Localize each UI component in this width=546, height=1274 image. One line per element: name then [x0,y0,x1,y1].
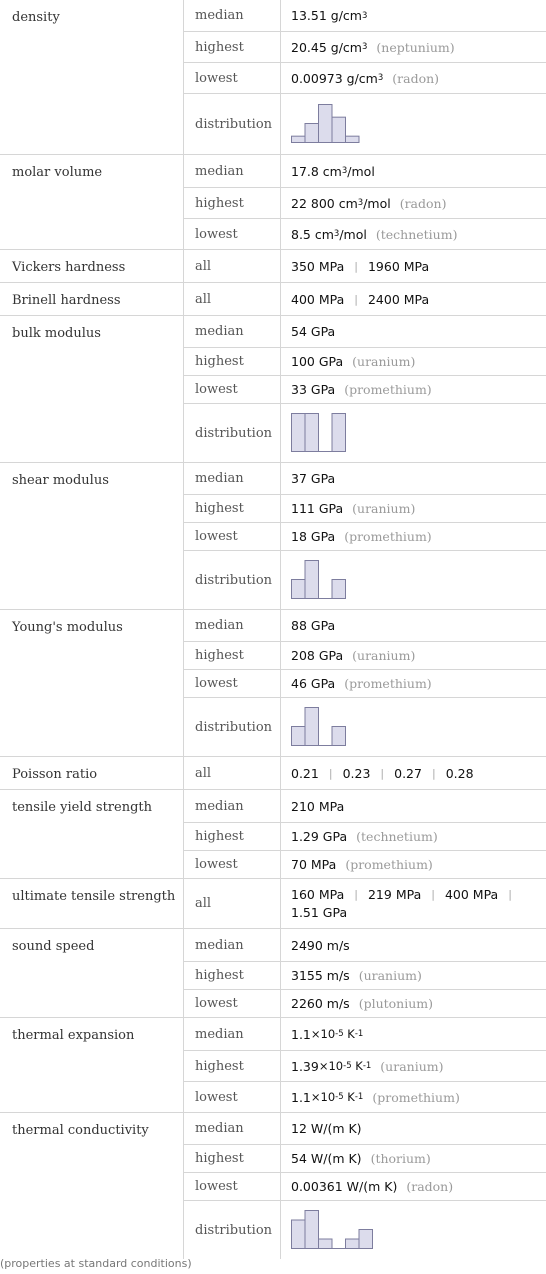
histogram-bar [332,117,346,142]
row-value [281,463,546,494]
row-label: median [184,929,281,961]
property-name: Young's modulus [0,610,184,756]
list-value: 1.51 GPa [291,904,348,920]
value-text: 3155 m/s [291,968,350,983]
row-value: 1.1 ×10 -5 K -1 (promethium) [281,1081,546,1112]
value-text: 1.29 GPa [291,829,348,844]
times-ten: ×10 [310,1090,336,1104]
property-group [0,249,546,282]
property-name: molar volume [0,155,184,249]
mantissa: 1.1 [291,1089,311,1105]
property-name: Vickers hardness [0,250,184,282]
row-value [281,283,546,315]
extreme-element: (uranium) [352,501,416,516]
value-text: 208 GPa [291,648,344,663]
value-text: 100 GPa [291,354,344,369]
separator: | [354,292,358,306]
row-label: lowest [184,522,281,550]
value-text: 54 GPa [291,324,336,339]
unit-kelvin: K [351,1059,363,1073]
value-text: 17.8 cm [291,163,342,179]
histogram-bar [332,580,346,599]
separator: | [328,766,333,780]
row-label: lowest [184,1081,281,1112]
row-label: all [184,283,281,315]
row-label: all [184,250,281,282]
row-value [281,1113,546,1144]
extreme-element: (radon) [406,1179,454,1194]
row-label: median [184,610,281,641]
row-label: lowest [184,850,281,878]
row-label: median [184,0,281,31]
value-text: 210 MPa [291,798,345,814]
separator: | [431,887,435,901]
list-value: 2400 MPa [367,291,430,307]
histogram-bar [305,414,319,452]
unit-suffix: /mol [363,195,391,211]
property-name: thermal expansion [0,1018,184,1112]
list-value: 0.28 [445,765,474,781]
value-text: 20.45 g/cm [291,39,362,55]
value-text: 88 GPa [291,618,336,633]
row-value [281,757,546,789]
property-group [0,282,546,315]
unit-suffix: /mol [347,163,375,179]
row-label: all [184,879,281,928]
row-label: highest [184,187,281,218]
row-label: highest [184,1050,281,1081]
row-label: lowest [184,375,281,403]
histogram-bar [305,561,319,599]
extreme-element: (radon) [392,70,440,86]
extreme-element: (promethium) [344,529,432,544]
separator: | [431,766,436,780]
row-label: lowest [184,1172,281,1200]
separator: | [354,887,358,901]
property-name: bulk modulus [0,316,184,462]
row-value: 22 800 cm 3 /mol (radon) [281,187,546,218]
property-group [0,154,546,249]
histogram-bar [305,124,319,143]
separator: | [354,259,358,273]
value-text: 37 GPa [291,471,336,486]
row-label: distribution [184,550,281,609]
histogram-bar [319,105,333,143]
value-text: 2260 m/s [291,996,350,1011]
extreme-element: (promethium) [344,676,432,691]
row-value [281,250,546,282]
row-label: highest [184,31,281,62]
times-ten: ×10 [318,1059,344,1073]
value-text: 70 MPa [291,857,337,872]
row-value [281,522,546,550]
histogram-bar [305,708,319,746]
property-name: ultimate tensile strength [0,879,184,928]
row-label: highest [184,494,281,522]
row-label: highest [184,961,281,989]
row-value: 0.00973 g/cm 3 (radon) [281,62,546,93]
row-label: median [184,790,281,822]
list-value: 400 MPa [444,886,499,902]
unit-kelvin: K [343,1090,355,1104]
row-value [281,641,546,669]
distribution-histogram [291,707,347,747]
row-value: 8.5 cm 3 /mol (technetium) [281,218,546,249]
property-group [0,609,546,756]
extreme-element: (uranium) [380,1058,444,1074]
row-value [281,697,546,756]
histogram-bar [292,580,306,599]
value-text: 0.00361 W/(m K) [291,1179,398,1194]
row-label: distribution [184,697,281,756]
row-label: highest [184,347,281,375]
extreme-element: (uranium) [358,968,422,983]
row-label: all [184,757,281,789]
property-group [0,0,546,154]
row-value: 1.39 ×10 -5 K -1 (uranium) [281,1050,546,1081]
row-value [281,1144,546,1172]
property-group [0,1017,546,1112]
row-label: lowest [184,62,281,93]
extreme-element: (technetium) [356,829,438,844]
property-group [0,756,546,789]
property-name: density [0,0,184,154]
unit-kelvin: K [343,1027,355,1041]
extreme-element: (technetium) [375,226,458,242]
distribution-histogram [291,413,347,453]
value-text: 13.51 g/cm [291,8,362,23]
property-name: shear modulus [0,463,184,609]
row-label: highest [184,641,281,669]
list-value: 400 MPa [291,291,345,307]
row-label: median [184,1018,281,1050]
row-label: lowest [184,669,281,697]
histogram-bar [332,414,346,452]
row-value: 17.8 cm 3 /mol [291,163,375,179]
row-value: 20.45 g/cm 3 (neptunium) [281,31,546,62]
mantissa: 1.1 [291,1026,311,1042]
separator: | [508,887,512,901]
value-text: 2490 m/s [291,937,350,953]
row-label: distribution [184,403,281,462]
property-group [0,878,546,928]
row-value [281,347,546,375]
property-group [0,462,546,609]
histogram-bar [292,1220,306,1249]
property-group [0,789,546,878]
row-label: highest [184,1144,281,1172]
property-name: Poisson ratio [0,757,184,789]
distribution-histogram [291,560,347,600]
list-value: 160 MPa [291,886,345,902]
times-ten: ×10 [310,1027,336,1041]
row-value [281,822,546,850]
row-value [281,850,546,878]
property-name: thermal conductivity [0,1113,184,1259]
histogram-bar [292,727,306,746]
row-value [281,989,546,1017]
property-name: tensile yield strength [0,790,184,878]
value-text: 12 W/(m K) [291,1121,362,1136]
extreme-element: (promethium) [372,1089,460,1105]
row-value [281,790,546,822]
unit-suffix: /mol [339,226,367,242]
extreme-element: (promethium) [345,857,433,872]
property-group [0,315,546,462]
histogram-bar [346,1239,360,1249]
extreme-element: (promethium) [344,382,432,397]
row-value [281,879,546,928]
list-value: 0.23 [342,765,371,781]
distribution-histogram [291,1210,374,1250]
row-label: lowest [184,218,281,249]
histogram-bar [305,1211,319,1249]
row-label: distribution [184,1200,281,1259]
property-name: Brinell hardness [0,283,184,315]
row-value: 1.1 ×10 -5 K -1 [291,1026,364,1042]
mantissa: 1.39 [291,1058,319,1074]
row-label: median [184,155,281,187]
row-value [281,961,546,989]
value-text: 46 GPa [291,676,336,691]
extreme-element: (neptunium) [376,39,455,55]
row-value [281,929,546,961]
distribution-histogram [291,104,361,144]
value-text: 8.5 cm [291,226,334,242]
row-value [281,494,546,522]
value-text: 0.00973 g/cm [291,70,378,86]
extreme-element: (uranium) [352,354,416,369]
histogram-bar [359,1230,373,1249]
footnote: (properties at standard conditions) [0,1257,192,1270]
histogram-bar [319,1239,333,1249]
value-text: 111 GPa [291,501,344,516]
histogram-bar [332,727,346,746]
row-value [281,669,546,697]
value-text: 22 800 cm [291,195,358,211]
row-label: median [184,463,281,494]
row-value [281,316,546,347]
row-value [281,1172,546,1200]
histogram-bar [292,414,306,452]
row-value [281,610,546,641]
property-group [0,1112,546,1259]
row-label: median [184,1113,281,1144]
value-text: 33 GPa [291,382,336,397]
extreme-element: (plutonium) [358,996,433,1011]
row-label: median [184,316,281,347]
separator: | [380,766,385,780]
list-value: 0.21 [291,765,319,781]
list-value: 219 MPa [367,886,422,902]
row-label: highest [184,822,281,850]
extreme-element: (radon) [399,195,447,211]
row-value [281,550,546,609]
list-value: 1960 MPa [367,258,430,274]
list-value: 0.27 [394,765,422,781]
row-value [281,403,546,462]
row-value [281,1200,546,1259]
value-text: 54 W/(m K) [291,1151,362,1166]
extreme-element: (thorium) [370,1151,431,1166]
histogram-bar [292,136,306,142]
row-label: distribution [184,93,281,154]
row-value [281,375,546,403]
row-value: 13.51 g/cm 3 [291,8,368,23]
row-label: lowest [184,989,281,1017]
histogram-bar [346,136,360,142]
property-name: sound speed [0,929,184,1017]
list-value: 350 MPa [291,258,345,274]
extreme-element: (uranium) [352,648,416,663]
property-group [0,928,546,1017]
value-text: 18 GPa [291,529,336,544]
row-value [281,93,546,154]
